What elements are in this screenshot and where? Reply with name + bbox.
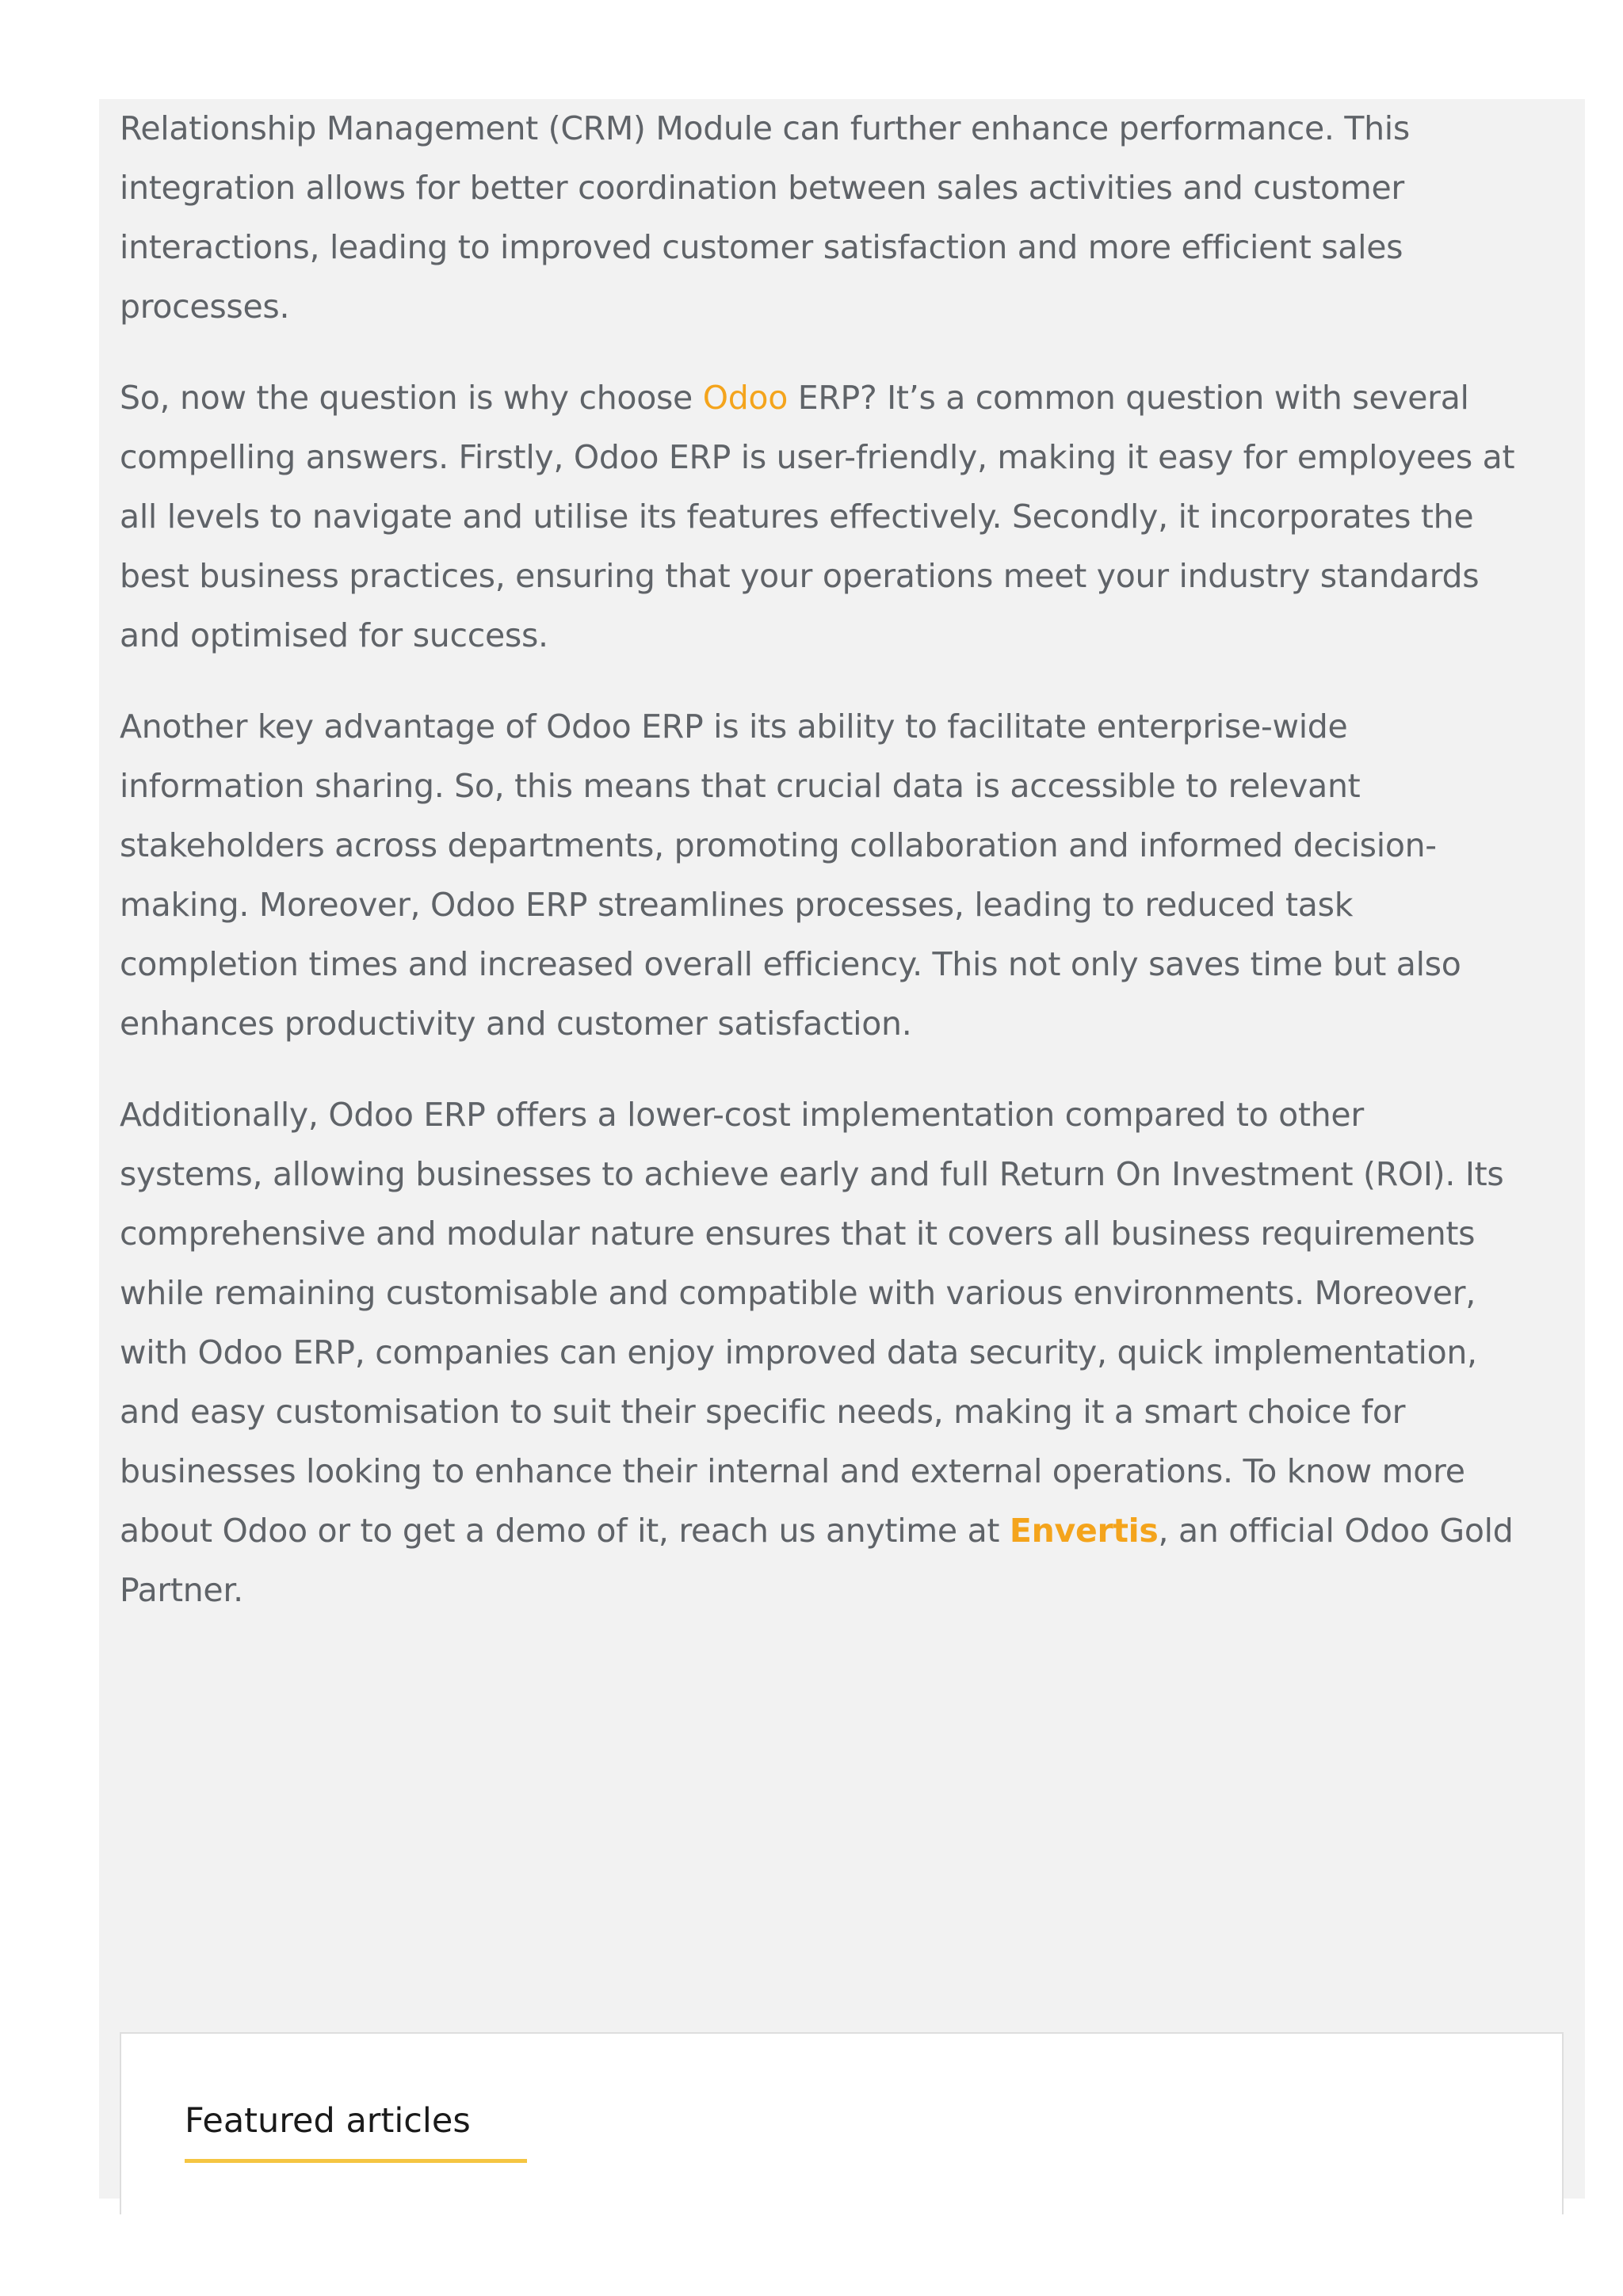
text-line: integration allows for better coordination between sales activities and customer	[120, 169, 1404, 207]
featured-articles-heading: Featured articles	[185, 2101, 471, 2141]
text-line: Relationship Management (CRM) Module can further enhance performance. This	[120, 109, 1410, 147]
text-line: businesses looking to enhance their internal and external operations. To know more	[120, 1452, 1465, 1490]
text-line: compelling answers. Firstly, Odoo ERP is user-friendly, making it easy for employees at	[120, 438, 1515, 476]
text-line: best business practices, ensuring that your operations meet your industry standards	[120, 557, 1480, 595]
text-line	[120, 1501, 1578, 1561]
text-line: Partner.	[120, 1571, 243, 1609]
text-line: making. Moreover, Odoo ERP streamlines processes, leading to reduced task	[120, 886, 1354, 924]
text-line: completion times and increased overall efficiency. This not only saves time but also	[120, 945, 1461, 983]
envertis-link[interactable]: Envertis	[1009, 1512, 1159, 1550]
paragraph-lower-cost	[120, 1085, 1578, 1620]
article-panel	[99, 99, 1585, 2199]
text-line: stakeholders across departments, promoting collaboration and informed decision-	[120, 826, 1437, 864]
text-line: and easy customisation to suit their specific needs, making it a smart choice for	[120, 1393, 1406, 1431]
text-segment: ERP? It’s a common question with several	[788, 379, 1469, 417]
text-line: with Odoo ERP, companies can enjoy improved data security, quick implementation,	[120, 1333, 1477, 1371]
paragraph-key-advantage	[120, 697, 1578, 1054]
text-line: comprehensive and modular nature ensures that it covers all business requirements	[120, 1215, 1476, 1253]
text-line: while remaining customisable and compatible with various environments. Moreover,	[120, 1274, 1476, 1312]
paragraph-why-choose-odoo	[120, 368, 1578, 666]
paragraph-crm-integration	[120, 99, 1578, 337]
text-line	[120, 368, 1578, 428]
odoo-link[interactable]: Odoo	[702, 379, 788, 417]
text-line: interactions, leading to improved customer satisfaction and more efficient sales	[120, 228, 1403, 266]
text-line: enhances productivity and customer satisfaction.	[120, 1005, 912, 1043]
featured-articles-box	[120, 2032, 1564, 2214]
text-segment: , an official Odoo Gold	[1158, 1512, 1514, 1550]
text-line: Another key advantage of Odoo ERP is its ability to facilitate enterprise-wide	[120, 707, 1348, 746]
text-line: information sharing. So, this means that crucial data is accessible to relevant	[120, 767, 1361, 805]
text-line: Additionally, Odoo ERP offers a lower-cost implementation compared to other	[120, 1096, 1364, 1134]
text-line: and optimised for success.	[120, 616, 548, 654]
text-segment: So, now the question is why choose	[120, 379, 703, 417]
text-line: processes.	[120, 288, 290, 326]
text-line: systems, allowing businesses to achieve early and full Return On Investment (ROI). Its	[120, 1155, 1504, 1193]
heading-underline	[185, 2159, 527, 2163]
text-segment: about Odoo or to get a demo of it, reach us anytime at	[120, 1512, 1010, 1550]
article-body	[120, 99, 1578, 1652]
text-line: all levels to navigate and utilise its features effectively. Secondly, it incorporates the	[120, 498, 1474, 536]
